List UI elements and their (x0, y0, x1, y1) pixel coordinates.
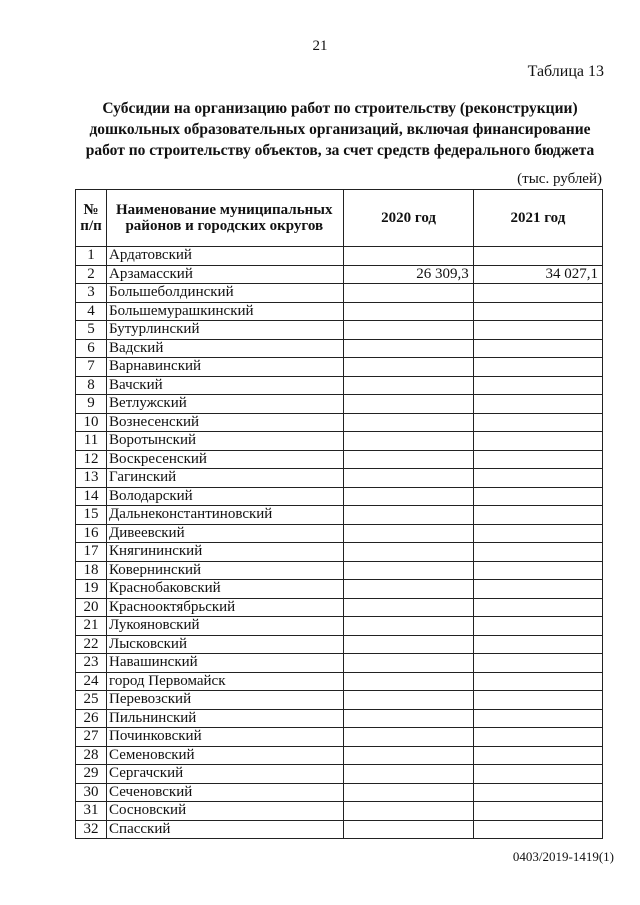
district-name: Вачский (107, 376, 344, 395)
document-code: 0403/2019-1419(1) (512, 849, 614, 864)
header-num: № п/п (76, 190, 107, 247)
value-2021 (473, 302, 602, 321)
value-2021: 34 027,1 (473, 265, 602, 284)
row-number: 18 (76, 561, 107, 580)
table-row (76, 376, 603, 395)
value-2020 (344, 728, 473, 747)
row-number: 28 (76, 746, 107, 765)
district-name: Большемурашкинский (107, 302, 344, 321)
table-row (76, 654, 603, 673)
district-name: Бутурлинский (107, 321, 344, 340)
value-2021 (473, 524, 602, 543)
value-2020 (344, 802, 473, 821)
value-2020 (344, 617, 473, 636)
value-2020 (344, 635, 473, 654)
table-row (76, 450, 603, 469)
value-2020 (344, 358, 473, 377)
value-2021 (473, 358, 602, 377)
value-2021 (473, 802, 602, 821)
district-name: Большеболдинский (107, 284, 344, 303)
value-2020 (344, 820, 473, 839)
district-name: Ардатовский (107, 247, 344, 266)
row-number: 26 (76, 709, 107, 728)
value-2020 (344, 746, 473, 765)
table-row (76, 598, 603, 617)
row-number: 17 (76, 543, 107, 562)
value-2021 (473, 580, 602, 599)
district-name: Вознесенский (107, 413, 344, 432)
value-2021 (473, 728, 602, 747)
district-name: Пильнинский (107, 709, 344, 728)
value-2020 (344, 765, 473, 784)
value-2020 (344, 284, 473, 303)
value-2021 (473, 746, 602, 765)
value-2020 (344, 450, 473, 469)
district-name: город Первомайск (107, 672, 344, 691)
district-name: Навашинский (107, 654, 344, 673)
table-row (76, 395, 603, 414)
district-name: Ветлужский (107, 395, 344, 414)
row-number: 20 (76, 598, 107, 617)
row-number: 22 (76, 635, 107, 654)
table-row (76, 543, 603, 562)
district-name: Сосновский (107, 802, 344, 821)
table-row (76, 432, 603, 451)
district-name: Гагинский (107, 469, 344, 488)
document-title: Субсидии на организацию работ по строительству (реконструкции) дошкольных образовательных организаций, включая финансирование работ по строительству объектов, за счет средств федерального бюджета (85, 100, 595, 159)
row-number: 29 (76, 765, 107, 784)
header-name: Наименование муниципальных районов и городских округов (107, 190, 344, 247)
units-label: (тыс. рублей) (517, 171, 602, 187)
district-name: Вадский (107, 339, 344, 358)
row-number: 30 (76, 783, 107, 802)
value-2020 (344, 580, 473, 599)
table-row (76, 635, 603, 654)
table-row (76, 561, 603, 580)
value-2021 (473, 543, 602, 562)
table-row (76, 321, 603, 340)
row-number: 3 (76, 284, 107, 303)
row-number: 4 (76, 302, 107, 321)
row-number: 23 (76, 654, 107, 673)
value-2020 (344, 524, 473, 543)
value-2021 (473, 247, 602, 266)
table-row (76, 487, 603, 506)
value-2020 (344, 506, 473, 525)
header-year-2021: 2021 год (473, 190, 602, 247)
header-row (76, 190, 603, 247)
value-2021 (473, 783, 602, 802)
subsidies-table (75, 189, 603, 839)
district-name: Лысковский (107, 635, 344, 654)
value-2020 (344, 487, 473, 506)
row-number: 11 (76, 432, 107, 451)
value-2020 (344, 432, 473, 451)
value-2020 (344, 561, 473, 580)
table-row (76, 709, 603, 728)
table-row (76, 339, 603, 358)
value-2020 (344, 376, 473, 395)
district-name: Арзамасский (107, 265, 344, 284)
value-2021 (473, 672, 602, 691)
value-2021 (473, 709, 602, 728)
table-row (76, 302, 603, 321)
value-2020 (344, 247, 473, 266)
table-row (76, 247, 603, 266)
table-row (76, 413, 603, 432)
value-2021 (473, 339, 602, 358)
table-row (76, 284, 603, 303)
row-number: 13 (76, 469, 107, 488)
row-number: 27 (76, 728, 107, 747)
row-number: 25 (76, 691, 107, 710)
district-name: Володарский (107, 487, 344, 506)
value-2020 (344, 395, 473, 414)
value-2020 (344, 709, 473, 728)
row-number: 10 (76, 413, 107, 432)
table-row (76, 672, 603, 691)
table-row (76, 820, 603, 839)
district-name: Воскресенский (107, 450, 344, 469)
row-number: 15 (76, 506, 107, 525)
row-number: 7 (76, 358, 107, 377)
value-2020: 26 309,3 (344, 265, 473, 284)
value-2021 (473, 284, 602, 303)
row-number: 24 (76, 672, 107, 691)
value-2020 (344, 598, 473, 617)
table-row (76, 265, 603, 284)
row-number: 31 (76, 802, 107, 821)
table-label: Таблица 13 (527, 63, 604, 80)
value-2020 (344, 321, 473, 340)
district-name: Починковский (107, 728, 344, 747)
district-name: Дивеевский (107, 524, 344, 543)
page-number: 21 (312, 38, 328, 54)
value-2021 (473, 635, 602, 654)
row-number: 2 (76, 265, 107, 284)
table-row (76, 524, 603, 543)
row-number: 1 (76, 247, 107, 266)
district-name: Княгининский (107, 543, 344, 562)
district-name: Краснобаковский (107, 580, 344, 599)
value-2021 (473, 654, 602, 673)
value-2021 (473, 598, 602, 617)
district-name: Перевозский (107, 691, 344, 710)
table-row (76, 358, 603, 377)
value-2021 (473, 820, 602, 839)
value-2021 (473, 376, 602, 395)
value-2021 (473, 432, 602, 451)
value-2020 (344, 691, 473, 710)
value-2021 (473, 617, 602, 636)
district-name: Семеновский (107, 746, 344, 765)
table-row (76, 746, 603, 765)
value-2020 (344, 469, 473, 488)
row-number: 5 (76, 321, 107, 340)
row-number: 12 (76, 450, 107, 469)
district-name: Сергачский (107, 765, 344, 784)
value-2021 (473, 321, 602, 340)
table-row (76, 691, 603, 710)
table-row (76, 783, 603, 802)
value-2021 (473, 765, 602, 784)
value-2021 (473, 469, 602, 488)
district-name: Воротынский (107, 432, 344, 451)
row-number: 14 (76, 487, 107, 506)
table-row (76, 728, 603, 747)
value-2020 (344, 302, 473, 321)
row-number: 16 (76, 524, 107, 543)
value-2021 (473, 450, 602, 469)
row-number: 8 (76, 376, 107, 395)
value-2020 (344, 339, 473, 358)
value-2021 (473, 506, 602, 525)
district-name: Спасский (107, 820, 344, 839)
value-2020 (344, 672, 473, 691)
table-row (76, 506, 603, 525)
district-name: Лукояновский (107, 617, 344, 636)
value-2021 (473, 691, 602, 710)
table-row (76, 580, 603, 599)
district-name: Варнавинский (107, 358, 344, 377)
header-year-2020: 2020 год (344, 190, 473, 247)
value-2021 (473, 561, 602, 580)
row-number: 21 (76, 617, 107, 636)
value-2020 (344, 783, 473, 802)
value-2021 (473, 413, 602, 432)
value-2020 (344, 543, 473, 562)
value-2020 (344, 654, 473, 673)
table-row (76, 765, 603, 784)
district-name: Ковернинский (107, 561, 344, 580)
row-number: 19 (76, 580, 107, 599)
district-name: Краснооктябрьский (107, 598, 344, 617)
table-row (76, 802, 603, 821)
district-name: Сеченовский (107, 783, 344, 802)
table-row (76, 617, 603, 636)
district-name: Дальнеконстантиновский (107, 506, 344, 525)
row-number: 9 (76, 395, 107, 414)
value-2021 (473, 395, 602, 414)
row-number: 32 (76, 820, 107, 839)
row-number: 6 (76, 339, 107, 358)
value-2020 (344, 413, 473, 432)
table-row (76, 469, 603, 488)
value-2021 (473, 487, 602, 506)
